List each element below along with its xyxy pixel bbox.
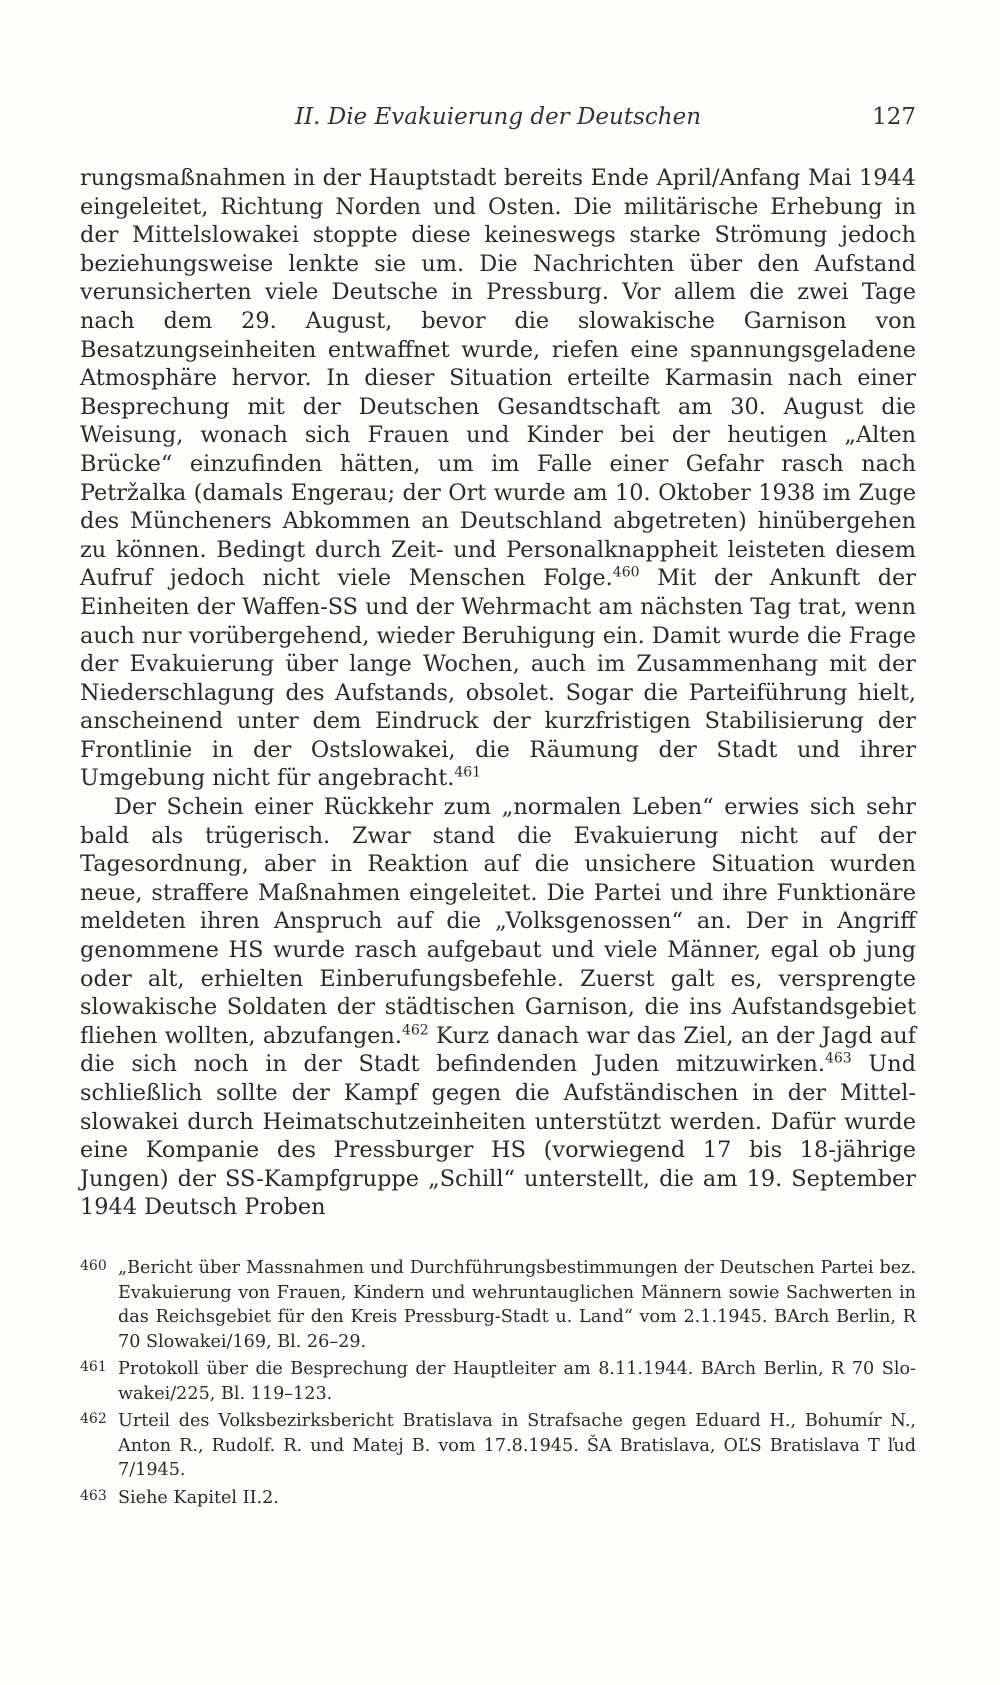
footnote-number: 463 xyxy=(80,1487,107,1504)
paragraph-2-text-c: Und schließlich sollte der Kampf gegen die Aufständischen in der Mittelslowakei durch Heimatschutzeinheiten unterstützt werden. Dafür wurde eine Kompanie des Pressburger HS (vorwiegend 17 bis 18-jährige Jungen) der SS-Kampfgruppe „Schill“ unterstellt, die am 19. September 1944 Deutsch Proben xyxy=(80,1051,916,1221)
footnote-ref-461: 461 xyxy=(454,765,482,781)
paragraph-1 xyxy=(80,164,916,793)
footnote-text: Siehe Kapitel II.2. xyxy=(118,1487,279,1508)
footnote-number: 460 xyxy=(80,1258,107,1274)
footnote-ref-462: 462 xyxy=(401,1022,429,1039)
footnote-ref-463: 463 xyxy=(824,1050,852,1067)
footnote-number: 462 xyxy=(80,1411,107,1427)
footnote-461 xyxy=(80,1357,916,1406)
paragraph-2-text-b: Kurz danach war das Ziel, an der Jagd auf die sich noch in der Stadt befindenden Juden mitzuwirken. xyxy=(80,1022,916,1078)
running-title: II. Die Evakuierung der Deutschen xyxy=(294,104,702,130)
footnote-text: Protokoll über die Besprechung der Hauptleiter am 8.11.1944. BArch Berlin, R 70 Slowakei/225, Bl. 119–123. xyxy=(118,1359,916,1404)
running-header xyxy=(80,104,916,144)
page-number: 127 xyxy=(872,104,916,130)
footnote-number: 461 xyxy=(80,1359,107,1375)
paragraph-1-text-a: rungsmaßnahmen in der Hauptstadt bereits Ende April/Anfang Mai 1944 eingeleitet, Richtung Norden und Osten. Die militärische Erhebung in der Mittelslowakei stoppte diese keineswegs starke Strömung jedoch beziehungsweise lenkte sie um. Die Nachrichten über den Aufstand verunsicherten viele Deutsche in Pressburg. Vor allem die zwei Tage nach dem 29. August, bevor die slowakische Garnison von Besatzungseinheiten entwaffnet wurde, riefen eine spannungsgeladene Atmosphäre hervor. In dieser Situation erteilte Karmasin nach einer Besprechung mit der Deutschen Gesandtschaft am 30. August die Weisung, wonach sich Frauen und Kinder bei der heutigen „Alten Brücke“ einzufinden hätten, um im Falle einer Gefahr rasch nach Petržalka (damals Engerau; der Ort wurde am 10. Oktober 1938 im Zuge des Müncheners Abkommen an Deutschland abgetreten) hinübergehen zu können. Bedingt durch Zeit- und Personalknappheit leisteten diesem Aufruf jedoch nicht viele Menschen Folge. xyxy=(80,165,916,592)
footnotes xyxy=(80,1256,916,1513)
paragraph-1-text-b: Mit der Ankunft der Einheiten der Waffen-SS und der Wehrmacht am nächsten Tag trat, wenn auch nur vorübergehend, wieder Beruhigung ein. Damit wurde die Frage der Evakuierung über lange Wochen, auch im Zusammenhang mit der Niederschlagung des Aufstands, obsolet. Sogar die Parteiführung hielt, anscheinend unter dem Eindruck der kurzfristigen Stabilisierung der Frontlinie in der Ostslowakei, die Räumung der Stadt und ihrer Umgebung nicht für angebracht. xyxy=(80,565,916,792)
footnote-ref-460: 460 xyxy=(612,564,640,581)
body-text xyxy=(80,164,916,1222)
paragraph-2-text-a: Der Schein einer Rückkehr zum „normalen Leben“ erwies sich sehr bald als trügerisch. Zwar stand die Evakuierung nicht auf der Tagesordnung, aber in Reaktion auf die unsichere Situation wurden neue, straffere Maßnahmen eingeleitet. Die Partei und ihre Funktionäre meldeten ihren Anspruch auf die „Volksgenossen“ an. Der in Angriff genommene HS wurde rasch aufgebaut und viele Männer, egal ob jung oder alt, erhielten Einberufungsbefehle. Zuerst galt es, versprengte slowakische Soldaten der städtischen Garnison, die ins Aufstandsgebiet fliehen wollten, abzufangen. xyxy=(80,794,916,1049)
footnote-460 xyxy=(80,1256,916,1354)
paragraph-2 xyxy=(80,793,916,1222)
footnote-text: „Bericht über Massnahmen und Durchführungsbestimmungen der Deutschen Partei bez. Evakuierung von Frauen, Kindern und wehruntauglichen Männern sowie Sachwerten in das Reichsgebiet für den Kreis Pressburg-Stadt u. Land“ vom 2.1.1945. BArch Berlin, R 70 Slowakei/169, Bl. 26–29. xyxy=(118,1258,916,1352)
footnote-462 xyxy=(80,1409,916,1483)
footnote-text: Urteil des Volksbezirksbericht Bratislava in Strafsache gegen Eduard H., Bohumír N., Anton R., Rudolf. R. und Matej B. vom 17.8.1945. ŠA Bratislava, OĽS Bratislava T ľud 7/1945. xyxy=(118,1411,916,1480)
footnote-463 xyxy=(80,1486,916,1511)
